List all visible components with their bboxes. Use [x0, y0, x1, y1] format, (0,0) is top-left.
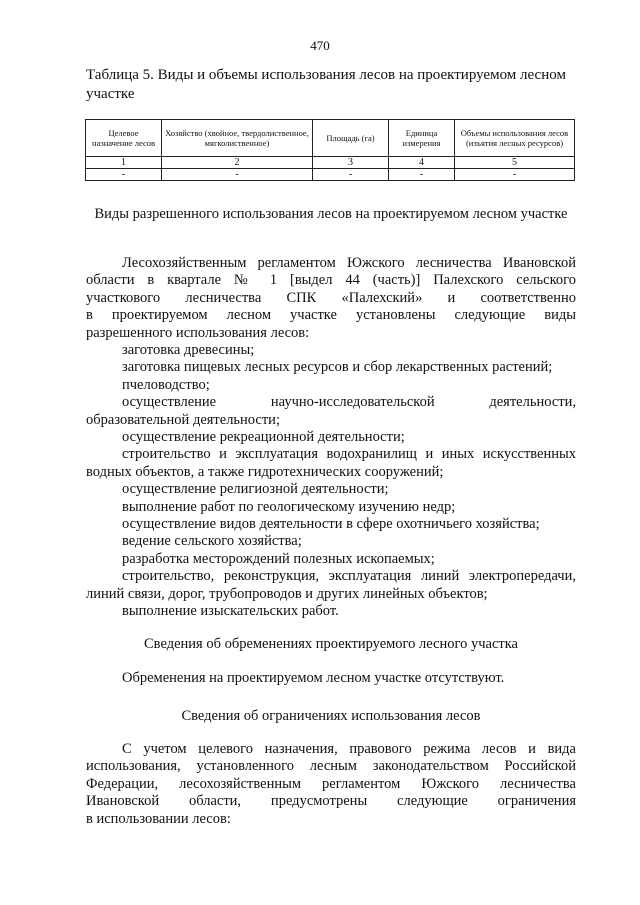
section-heading-encumbrances: Сведения об обременениях проектируемого лесного участка [144, 636, 518, 652]
list-item [86, 429, 576, 446]
table-cell: 3 [313, 157, 389, 169]
text-line: заготовка пищевых лесных ресурсов и сбор лекарственных растений; [122, 359, 553, 376]
section-heading-uses: Виды разрешенного использования лесов на проектируемом лесном участке [94, 206, 568, 222]
text-line: участкового лесничества СПК «Палехский» и соответственно [86, 289, 576, 306]
text-line: осуществление видов деятельности в сфере охотничьего хозяйства; [122, 516, 540, 533]
text-line: строительство и эксплуатация водохранилищ и иных искусственных [122, 446, 576, 463]
restrictions-paragraph [86, 741, 576, 828]
list-item [86, 342, 576, 359]
text-line: использования, установленного лесным законодательством Российской [86, 758, 576, 775]
list-item [86, 551, 576, 568]
table-cell: 4 [389, 157, 455, 169]
text-line: заготовка древесины; [122, 342, 255, 358]
list-item [86, 568, 576, 603]
table-cell: - [162, 169, 313, 181]
table-cell: 2 [162, 157, 313, 169]
table-cell: - [389, 169, 455, 181]
table-number-row [86, 157, 575, 169]
list-item [86, 446, 576, 481]
section-heading-restrictions: Сведения об ограничениях использования лесов [181, 708, 481, 724]
table-header-cell: Единица измерения [389, 120, 455, 157]
list-item [86, 603, 576, 620]
text-line: ведение сельского хозяйства; [122, 533, 302, 550]
text-line: строительство, реконструкция, эксплуатация линий электропередачи, [122, 568, 576, 585]
text-line: разработка месторождений полезных ископаемых; [122, 550, 435, 567]
page-number: 470 [310, 38, 330, 53]
text-line: линий связи, дорог, трубопроводов и других линейных объектов; [86, 585, 488, 602]
text-line: Ивановской области, предусмотрены следующие ограничения [86, 793, 576, 810]
table-cell: - [313, 169, 389, 181]
table-cell: - [86, 169, 162, 181]
text-line: Федерации, лесохозяйственным регламентом Южского лесничества [86, 775, 576, 792]
table-header-row [86, 120, 575, 157]
text-line: С учетом целевого назначения, правового режима лесов и вида [122, 741, 576, 757]
table-header-cell: Целевое назначение лесов [86, 120, 162, 157]
uses-intro-paragraph [86, 255, 576, 342]
list-item [86, 499, 576, 516]
text-line: осуществление научно-исследовательской деятельности, [122, 394, 576, 411]
list-item [86, 533, 576, 550]
text-line: образовательной деятельности; [86, 411, 280, 428]
table-header-cell: Площадь (га) [313, 120, 389, 157]
text-line: выполнение изыскательских работ. [122, 603, 339, 620]
text-line: выполнение работ по геологическому изучению недр; [122, 498, 456, 515]
text-line: осуществление рекреационной деятельности; [122, 429, 405, 446]
list-item [86, 516, 576, 533]
table-header-cell: Объемы использования лесов (изъятия лесных ресурсов) [455, 120, 575, 157]
text-line: Обременения на проектируемом лесном участке отсутствуют. [122, 670, 505, 686]
encumbrances-paragraph [86, 670, 576, 687]
text-line: области в квартале № 1 [выдел 44 (часть)] Палехского сельского [86, 272, 576, 289]
table-cell: - [455, 169, 575, 181]
text-line: в проектируемом лесном участке установлены следующие виды [86, 307, 576, 324]
forest-use-table [85, 119, 575, 181]
table-row [86, 169, 575, 181]
list-item [86, 394, 576, 429]
table-header-cell: Хозяйство (хвойное, твердолиственное, мягколиственное) [162, 120, 313, 157]
text-line: водных объектов, а также гидротехнических сооружений; [86, 463, 444, 480]
text-line: в использовании лесов: [86, 810, 231, 827]
text-line: разрешенного использования лесов: [86, 324, 310, 341]
text-line: пчеловодство; [122, 376, 210, 393]
table-caption: Таблица 5. Виды и объемы использования лесов на проектируемом лесном участке [86, 67, 566, 102]
text-line: осуществление религиозной деятельности; [122, 481, 389, 498]
allowed-uses-list [86, 342, 576, 621]
list-item [86, 481, 576, 498]
table-cell: 5 [455, 157, 575, 169]
list-item [86, 359, 576, 376]
text-line: Лесохозяйственным регламентом Южского лесничества Ивановской [122, 255, 576, 271]
list-item [86, 377, 576, 394]
table-cell: 1 [86, 157, 162, 169]
